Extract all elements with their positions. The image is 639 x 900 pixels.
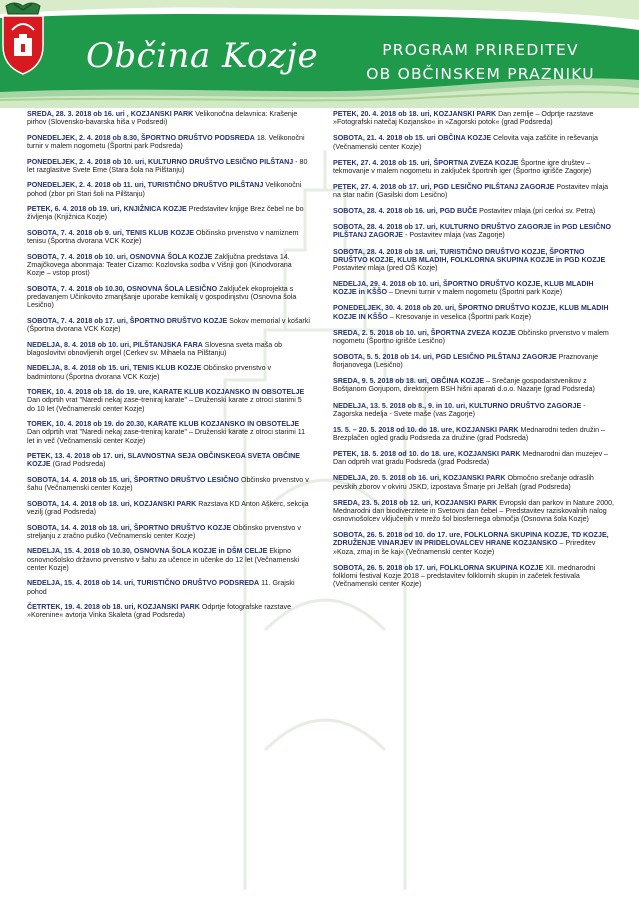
event-description: Razstava KD Anton Aškerc, sekcija vezilj (grad Podsreda) — [27, 499, 309, 516]
event-entry — [27, 388, 310, 413]
event-entry — [27, 420, 310, 445]
event-description: – Dnevni turnir v malem nogometu (Športni park Kozje) — [388, 288, 563, 297]
event-description: – Srečanje gospodarstvenikov z Boštjanom Gorjupom, direktorjem BSH hišni aparati d.o.o. Nazarje (grad Podsreda) — [333, 377, 595, 394]
event-heading: NEDELJA, 15. 4. 2018 ob 10.30, OSNOVNA ŠOLA KOZJE in DŠM CELJE — [27, 547, 268, 556]
event-description: Velikonočni pohod (zbor pri Stari šoli na Pilštanju) — [27, 181, 302, 198]
event-description: – Prireditev »Koza, zmaj in še kaj« (Večnamenski center Kozje) — [333, 539, 596, 556]
event-heading: SOBOTA, 7. 4. 2018 ob 10.30, OSNOVNA ŠOLA LESIČNO — [27, 284, 218, 293]
event-description: Postavitev mlaja (pred OŠ Kozje) — [333, 263, 438, 272]
event-description: Zaključna predstava 14. Zmajčkovega abonmaja: Teater Cizamo: Kozlovska sodba v Višnji gori (Kinodvorana Kozje – vstop prost) — [27, 252, 292, 278]
event-entry — [333, 280, 616, 296]
event-entry — [27, 158, 310, 174]
event-description: Slovesna sveta maša ob blagoslovitvi obnovljenih orgel (Cerkev sv. Mihaela na Pilštanju) — [27, 340, 283, 357]
event-description: (Grad Podsreda) — [52, 460, 106, 469]
event-heading: SOBOTA, 28. 4. 2018 ob 16. uri, PGD BUČE — [333, 207, 478, 216]
events-column-right — [333, 110, 616, 596]
event-description: Zaključek ekoprojekta s predavanjem Učinkovito zmanjšanje uporabe kemikalij v gospodinjstvu (Osnovna šola Lesično) — [27, 284, 297, 310]
event-heading: SREDA, 9. 5. 2018 ob 18. uri, OBČINA KOZJE — [333, 377, 485, 386]
event-entry — [27, 364, 310, 380]
event-entry — [27, 579, 310, 595]
event-entry — [333, 248, 616, 273]
event-description: Mednarodni dan muzejev – Dan odprtih vrat gradu Podsreda (grad Podsreda) — [333, 450, 609, 467]
event-entry — [333, 159, 616, 175]
event-heading: SREDA, 28. 3. 2018 ob 16. uri , KOZJANSKI PARK — [27, 110, 194, 118]
event-heading: 15. 5. – 20. 5. 2018 od 10. do 18. ure, KOZJANSKI PARK — [333, 425, 519, 434]
event-heading: SOBOTA, 26. 5. 2018 od 10. do 17. ure, FOLKLORNA SKUPINA KOZJE, TD KOZJE, ZDRUŽENJE VINARJEV IN PRIDELOVALCEV HRANE KOZJANSKO — [333, 531, 609, 548]
event-heading: NEDELJA, 13. 5. 2018 ob 8., 9. in 10. uri, KULTURNO DRUŠTVO ZAGORJE — [333, 401, 582, 410]
event-description: - Zagorska nedelja - Svete maše (vas Zagorje) — [333, 401, 586, 418]
event-description: 18. Velikonočni turnir v malem nogometu (Športni park Podsreda) — [27, 133, 305, 150]
event-heading: SOBOTA, 14. 4. 2018 ob 18. uri, ŠPORTNO DRUŠTVO KOZJE — [27, 523, 232, 532]
event-description: Evropski dan parkov in Nature 2000, Mednarodni dan biodiverzitete in Svetovni dan čebel – Predstavitev raziskovalnih nalog osnovnošolcev vključenih v mrežo šol biosfernega območja (Osnovna šola Kozje) — [333, 498, 614, 524]
event-heading: PETEK, 20. 4. 2018 ob 18. uri, KOZJANSKI PARK — [333, 110, 497, 118]
event-entry — [27, 524, 310, 540]
event-heading: PONEDELJEK, 2. 4. 2018 ob 8.30, ŠPORTNO DRUŠTVO PODSREDA — [27, 133, 255, 142]
event-entry — [333, 329, 616, 345]
event-description: Dan zemlje – Odprtje razstave »Fotografski natečaj Kozjansko« in »Zagorski potok« (grad Podsreda) — [333, 110, 594, 127]
subtitle-line-1: PROGRAM PRIREDITEV — [382, 41, 579, 59]
event-heading: NEDELJA, 29. 4. 2018 ob 10. uri, ŠPORTNO DRUŠTVO KOZJE, KLUB MLADIH KOZJE in KŠŠO — [333, 280, 594, 297]
event-heading: SOBOTA, 5. 5. 2018 ob 14. uri, PGD LESIČNO PILŠTANJ ZAGORJE — [333, 352, 557, 361]
event-entry — [333, 110, 616, 126]
event-description: Velikonočna delavnica: Krašenje pirhov (Slovensko-bavarska hiša v Podsredi) — [27, 110, 298, 127]
event-heading: NEDELJA, 20. 5. 2018 ob 16. uri, KOZJANSKI PARK — [333, 474, 506, 483]
event-description: Odprtje fotografske razstave »Korenine« avtorja Vinka Skaleta (grad Podsreda) — [27, 603, 292, 620]
event-entry — [27, 229, 310, 245]
event-entry — [27, 134, 310, 150]
program-subtitle — [338, 38, 623, 86]
event-entry — [27, 110, 310, 126]
event-entry — [333, 377, 616, 393]
event-heading: PETEK, 6. 4. 2018 ob 19. uri, KNJIŽNICA KOZJE — [27, 205, 187, 214]
event-entry — [27, 603, 310, 619]
event-description: Ekipno osnovnošolsko državno prvenstvo v šahu za učence in učenke do 12 let (Večnamenski center Kozje) — [27, 547, 300, 572]
event-description: Dan odprtih vrat "Naredi nekaj zase-treniraj karate" – Druženski karate z otroci starimi 11 let in več (Večnamenski center Kozje) — [27, 428, 306, 445]
event-description: Območno srečanje odraslih pevskih zborov v okviru JSKD, izpostava Šmarje pri Jelšah (grad Podsreda) — [333, 474, 594, 491]
event-description: – Kresovanje in veselica (Športni park Kozje) — [389, 312, 531, 321]
event-description: Mednarodni teden družin – Brezplačen ogled gradu Podsreda za družine (grad Podsreda) — [333, 425, 605, 443]
event-entry — [333, 134, 616, 150]
event-entry — [27, 285, 310, 310]
event-heading: SREDA, 23. 5. 2018 ob 12. uri, KOZJANSKI PARK — [333, 498, 498, 507]
event-heading: SOBOTA, 28. 4. 2018 ob 18. uri, TURISTIČNO DRUŠTVO KOZJE, ŠPORTNO DRUŠTVO KOZJE, KLUB MLADIH, FOLKLORNA SKUPINA KOZJE in PGD KOZJE — [333, 247, 606, 264]
event-heading: SOBOTA, 14. 4. 2018 ob 15. uri, ŠPORTNO DRUŠTVO LESIČNO — [27, 475, 239, 484]
event-entry — [333, 353, 616, 369]
event-description: Predstavitev knjige Brez čebel ne bo življenja (Knjižnica Kozje) — [27, 205, 304, 222]
event-entry — [333, 564, 616, 589]
event-description: Občinsko prvenstvo v šahu (Večnamenski center Kozje) — [27, 475, 309, 493]
event-description: XII. mednarodni folklorni festival Kozje 2018 – predstavitev folklornih skupin in začetek festivala (Večnamenski center Kozje) — [333, 563, 596, 589]
event-description: Občinsko prvenstvo v namiznem tenisu (Športna dvorana VCK Kozje) — [27, 228, 299, 246]
event-description: Občinsko prvenstvo v malem nogometu (Športno igrišče Lesično) — [333, 328, 609, 345]
event-entry — [27, 181, 310, 197]
event-entry — [333, 402, 616, 418]
event-description: Občinsko prvenstvo v streljanju z zračno puško (Večnamenski center Kozje) — [27, 523, 301, 540]
event-description: Dan odprtih vrat "Naredi nekaj zase-treniraj karate" – Druženski karate z otroci starimi 5 do 10 let (Večnamenski center Kozje) — [27, 396, 302, 413]
coat-of-arms-icon — [0, 0, 46, 76]
event-heading: SOBOTA, 28. 4. 2018 ob 17. uri, KULTURNO DRUŠTVO ZAGORJE in PGD LESIČNO PILŠTANJ ZAGORJE — [333, 223, 612, 240]
event-entry — [27, 476, 310, 492]
event-description: Postavitev mlaja (pri cerkvi sv. Petra) — [479, 207, 596, 216]
event-entry — [333, 304, 616, 320]
event-entry — [333, 531, 616, 556]
event-heading: PETEK, 27. 4. 2018 ob 15. uri, ŠPORTNA ZVEZA KOZJE — [333, 158, 519, 167]
event-heading: SOBOTA, 14. 4. 2018 ob 18. uri, KOZJANSKI PARK — [27, 499, 197, 508]
event-entry — [333, 183, 616, 199]
event-heading: PETEK, 27. 4. 2018 ob 17. uri, PGD LESIČNO PILŠTANJ ZAGORJE — [333, 182, 555, 191]
event-heading: PONEDELJEK, 2. 4. 2018 ob 11. uri, TURISTIČNO DRUŠTVO PILŠTANJ — [27, 181, 264, 190]
event-entry — [333, 474, 616, 490]
event-entry — [27, 317, 310, 333]
event-heading: PETEK, 18. 5. 2018 od 10. do 18. ure, KOZJANSKI PARK — [333, 450, 521, 459]
event-heading: ČETRTEK, 19. 4. 2018 ob 18. uri, KOZJANSKI PARK — [27, 603, 200, 612]
event-description: - 80 let razglasitve Svete Eme (Stara šola na Pilštanju) — [27, 157, 308, 174]
event-description: Postavitev mlaja na star način (Gasilski dom Lesično) — [333, 182, 609, 200]
event-entry — [27, 500, 310, 516]
event-heading: SOBOTA, 26. 5. 2018 ob 17. uri, FOLKLORNA SKUPINA KOZJE — [333, 563, 544, 572]
event-entry — [27, 253, 310, 278]
event-heading: NEDELJA, 8. 4. 2018 ob 10. uri, PILŠTANJSKA FARA — [27, 340, 203, 349]
event-heading: TOREK, 10. 4. 2018 ob 19. do 20.30, KARATE KLUB KOZJANSKO IN OBSOTELJE — [27, 420, 300, 429]
header-banner — [0, 0, 639, 108]
event-description: Športne igre društev – tekmovanje v malem nogometu in zaključek športnih iger (Športno igrišče Zagorje) — [333, 158, 592, 175]
event-entry — [27, 547, 310, 572]
event-description: - Postavitev mlaja (vas Zagorje) — [405, 231, 505, 240]
event-heading: SREDA, 2. 5. 2018 ob 10. uri, ŠPORTNA ZVEZA KOZJE — [333, 328, 516, 337]
event-heading: NEDELJA, 8. 4. 2018 ob 15. uri, TENIS KLUB KOZJE — [27, 364, 202, 373]
event-description: 11. Grajski pohod — [27, 579, 295, 596]
event-description: Občinsko prvenstvo v badmintonu (Športna dvorana VCK Kozje) — [27, 364, 272, 381]
event-entry — [27, 341, 310, 357]
event-entry — [333, 207, 616, 215]
event-heading: SOBOTA, 7. 4. 2018 ob 17. uri, ŠPORTNO DRUŠTVO KOZJE — [27, 316, 228, 325]
event-entry — [333, 450, 616, 466]
subtitle-line-2: OB OBČINSKEM PRAZNIKU — [366, 65, 595, 83]
event-entry — [27, 205, 310, 221]
event-heading: NEDELJA, 15. 4. 2018 ob 14. uri, TURISTIČNO DRUŠTVO PODSREDA — [27, 579, 260, 588]
event-entry — [333, 223, 616, 239]
event-heading: PONEDELJEK, 30. 4. 2018 ob 20. uri, ŠPORTNO DRUŠTVO KOZJE, KLUB MLADIH KOZJE IN KŠŠO — [333, 304, 609, 321]
event-heading: SOBOTA, 21. 4. 2018 ob 15. uri OBČINA KOZJE — [333, 134, 492, 143]
event-entry — [333, 499, 616, 524]
event-description: Celovita vaja zaščite in reševanja (Večnamenski center Kozje) — [333, 134, 598, 151]
event-description: Sokov memorial v košarki (Športna dvorana VCK Kozje) — [27, 316, 310, 333]
event-heading: SOBOTA, 7. 4. 2018 ob 10. uri, OSNOVNA ŠOLA KOZJE — [27, 252, 213, 261]
event-heading: PONEDELJEK, 2. 4. 2018 ob 10. uri, KULTURNO DRUŠTVO LESIČNO PILŠTANJ — [27, 157, 294, 166]
event-heading: SOBOTA, 7. 4. 2018 ob 9. uri, TENIS KLUB KOZJE — [27, 228, 195, 237]
event-heading: TOREK, 10. 4. 2018 ob 18. do 19. ure, KARATE KLUB KOZJANSKO IN OBSOTELJE — [27, 388, 305, 397]
event-heading: PETEK, 13. 4. 2018 ob 17. uri, SLAVNOSTNA SEJA OBČINSKEGA SVETA OBČINE KOZJE — [27, 452, 301, 469]
event-entry — [333, 426, 616, 442]
events-column-left — [27, 110, 310, 627]
event-entry — [27, 452, 310, 468]
event-description: Praznovanje florjanovega (Lesično) — [333, 352, 599, 370]
municipality-title: Občina Kozje — [86, 36, 319, 76]
